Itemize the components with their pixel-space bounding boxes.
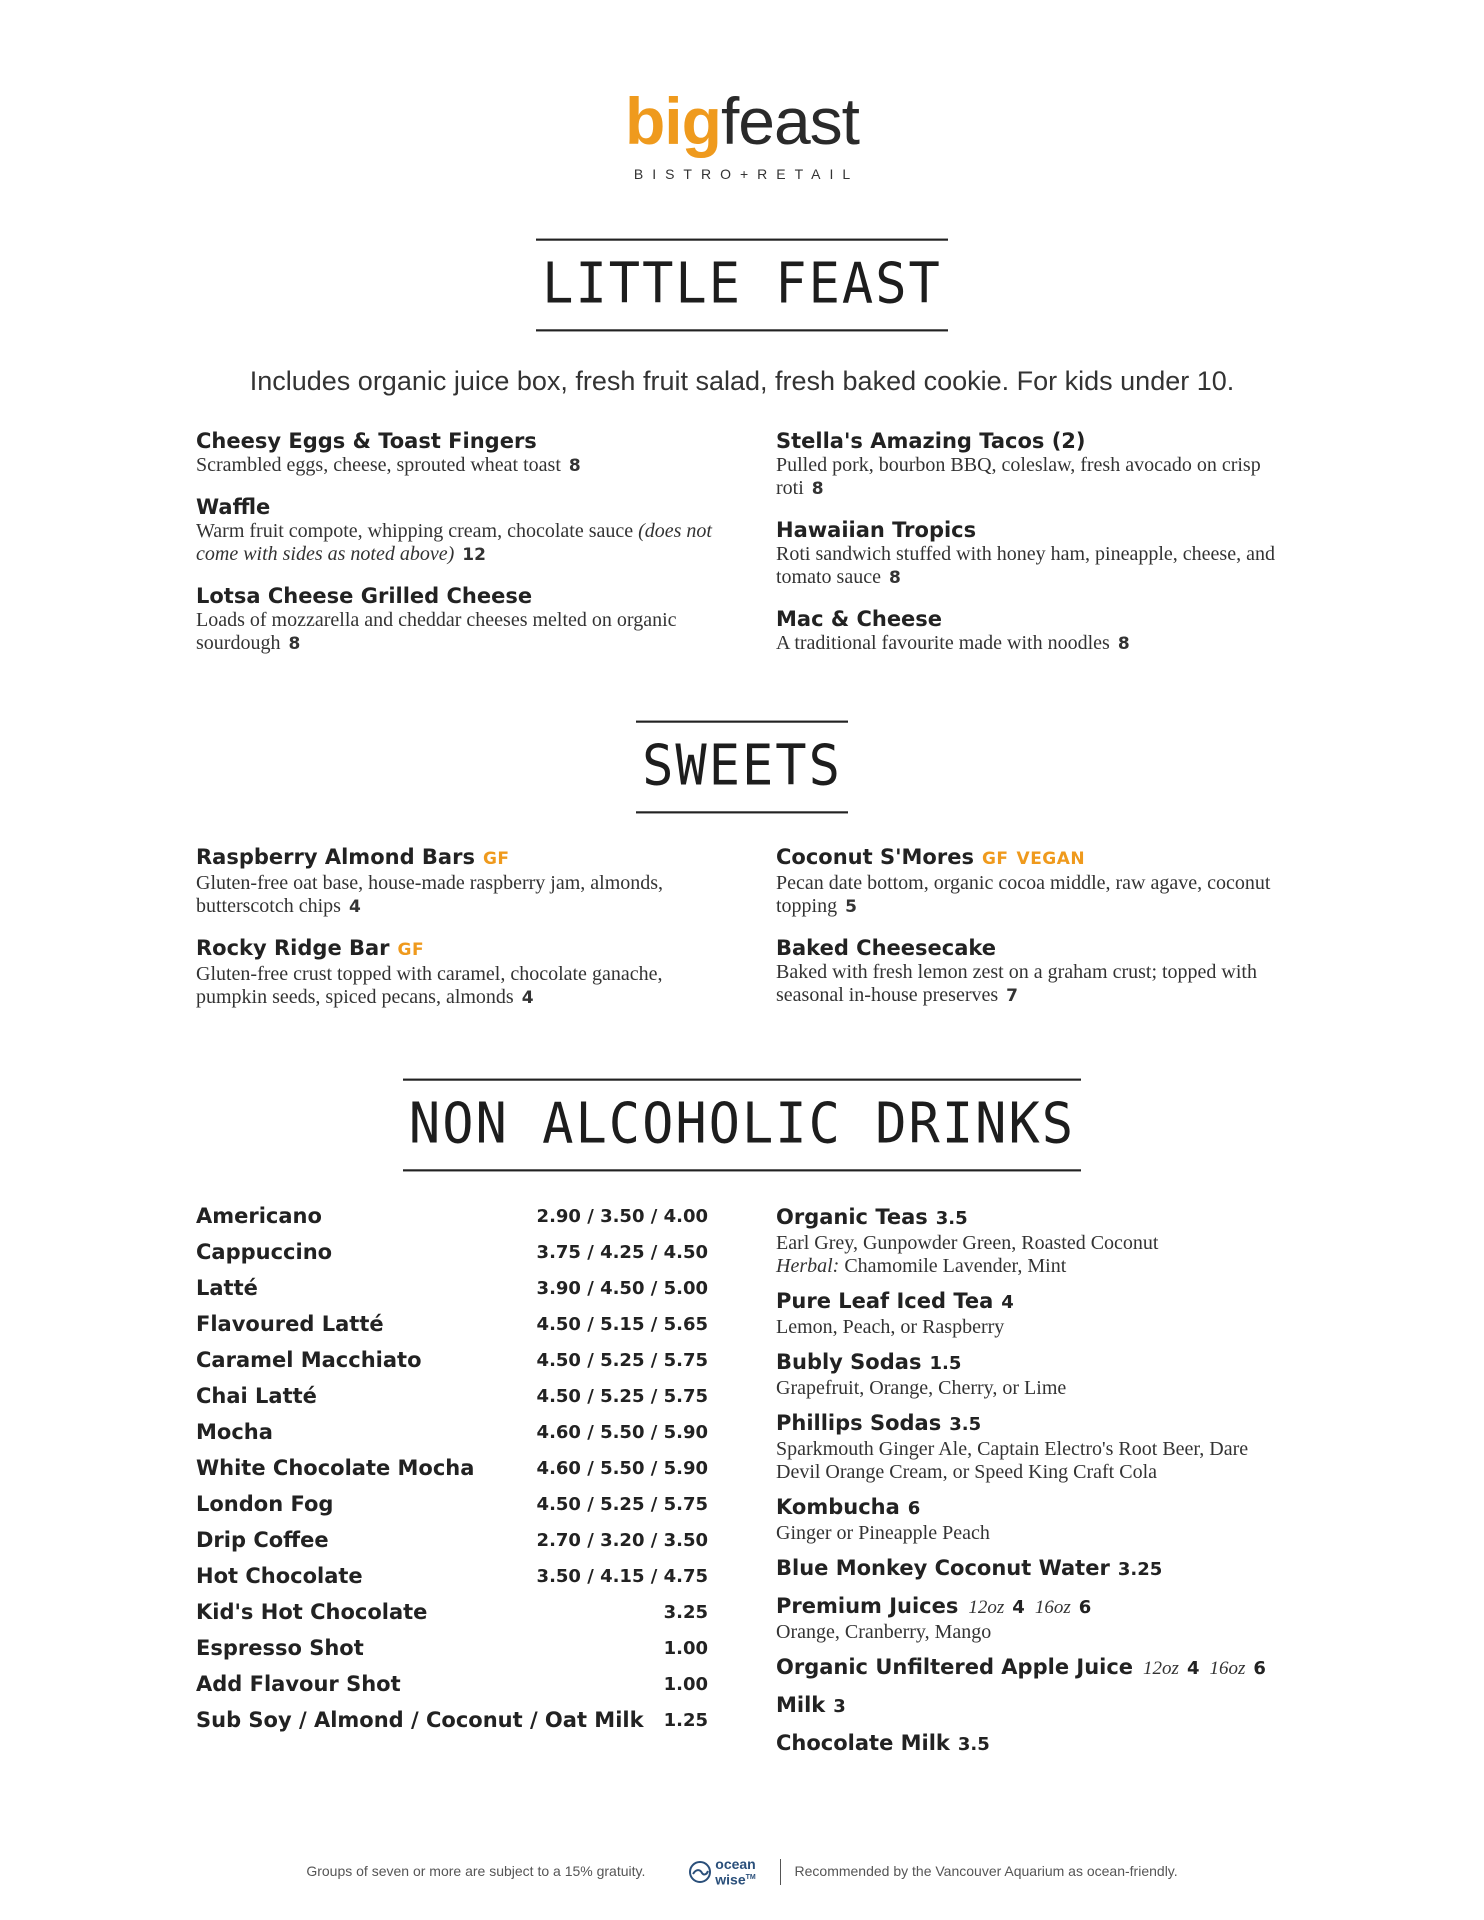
item-desc bbox=[196, 454, 736, 478]
drink-item bbox=[776, 1204, 1296, 1278]
item-desc-text: Pulled pork, bourbon BBQ, coleslaw, fresh avocado on crisp roti bbox=[776, 454, 1261, 499]
drink-row bbox=[196, 1630, 708, 1666]
sweets-left-column bbox=[196, 844, 736, 1026]
drink-price: 4 bbox=[1186, 1658, 1200, 1679]
drink-price: 3.5 bbox=[935, 1208, 968, 1229]
footer bbox=[0, 1858, 1484, 1887]
item-desc bbox=[776, 543, 1296, 590]
drink-name bbox=[776, 1494, 1296, 1522]
menu-item bbox=[776, 428, 1296, 501]
drinks-heading bbox=[0, 1082, 1484, 1168]
drink-name-text: Milk bbox=[776, 1693, 826, 1717]
drink-price: 3.90 / 4.50 / 5.00 bbox=[536, 1277, 708, 1299]
drink-item bbox=[776, 1349, 1296, 1400]
drink-desc: Ginger or Pineapple Peach bbox=[776, 1522, 990, 1544]
footer-divider bbox=[780, 1859, 781, 1885]
drink-name bbox=[776, 1410, 1296, 1438]
drink-name: Cappuccino bbox=[196, 1240, 333, 1264]
menu-item bbox=[776, 935, 1296, 1008]
drink-name-text: Kombucha bbox=[776, 1495, 900, 1519]
item-note: (does not come with sides as noted above) bbox=[196, 520, 712, 565]
drinks-title: NON ALCOHOLIC DRINKS bbox=[403, 1079, 1081, 1172]
menu-item bbox=[196, 428, 736, 478]
item-name-text: Rocky Ridge Bar bbox=[196, 936, 390, 960]
drink-price: 3.25 bbox=[1117, 1559, 1163, 1580]
item-name: Mac & Cheese bbox=[776, 607, 943, 631]
drink-size: 12oz bbox=[1143, 1658, 1179, 1679]
drink-name: Americano bbox=[196, 1204, 322, 1228]
drink-row bbox=[196, 1666, 708, 1702]
item-desc-text: A traditional favourite made with noodles bbox=[776, 632, 1110, 654]
item-name: Cheesy Eggs & Toast Fingers bbox=[196, 429, 537, 453]
item-price: 4 bbox=[521, 988, 534, 1008]
item-name-text: Raspberry Almond Bars bbox=[196, 845, 475, 869]
drink-item bbox=[776, 1410, 1296, 1484]
item-name: Waffle bbox=[196, 495, 271, 519]
menu-item bbox=[196, 935, 736, 1010]
drink-name: Sub Soy / Almond / Coconut / Oat Milk bbox=[196, 1708, 644, 1732]
item-price: 7 bbox=[1006, 986, 1018, 1006]
sweets-heading bbox=[0, 724, 1484, 810]
drink-row bbox=[196, 1486, 708, 1522]
drink-item bbox=[776, 1654, 1296, 1682]
drink-row bbox=[196, 1234, 708, 1270]
trademark: TM bbox=[745, 1874, 756, 1881]
herbal-label: Herbal: bbox=[776, 1255, 840, 1277]
drink-price: 3.75 / 4.25 / 4.50 bbox=[536, 1241, 708, 1263]
drink-name bbox=[776, 1593, 1296, 1621]
drink-name bbox=[776, 1288, 1296, 1316]
drink-price: 3.5 bbox=[949, 1414, 982, 1435]
drink-name bbox=[776, 1692, 1296, 1720]
drink-name bbox=[776, 1204, 1296, 1232]
drink-name-text: Pure Leaf Iced Tea bbox=[776, 1289, 994, 1313]
item-desc bbox=[196, 520, 736, 567]
sweets-title: SWEETS bbox=[636, 721, 848, 814]
ocean-wise-icon bbox=[689, 1861, 711, 1883]
item-desc-text: Roti sandwich stuffed with honey ham, pineapple, cheese, and tomato sauce bbox=[776, 543, 1275, 588]
item-desc-text: Loads of mozzarella and cheddar cheeses melted on organic sourdough bbox=[196, 609, 677, 654]
little-feast-title: LITTLE FEAST bbox=[536, 239, 948, 332]
drink-price: 4.50 / 5.25 / 5.75 bbox=[536, 1385, 708, 1407]
drink-price: 4.50 / 5.15 / 5.65 bbox=[536, 1313, 708, 1335]
menu-item bbox=[196, 494, 736, 567]
drink-price: 6 bbox=[907, 1498, 921, 1519]
drink-name-text: Blue Monkey Coconut Water bbox=[776, 1556, 1110, 1580]
item-desc bbox=[196, 963, 736, 1010]
drink-row bbox=[196, 1306, 708, 1342]
item-desc-text: Gluten-free oat base, house-made raspberry jam, almonds, butterscotch chips bbox=[196, 872, 664, 917]
aquarium-note: Recommended by the Vancouver Aquarium as ocean-friendly. bbox=[794, 1863, 1178, 1880]
item-desc bbox=[196, 609, 736, 656]
little-feast-heading bbox=[0, 242, 1484, 328]
drink-desc-herbal bbox=[776, 1255, 1296, 1278]
drink-name-text: Phillips Sodas bbox=[776, 1411, 942, 1435]
drink-name-text: Bubly Sodas bbox=[776, 1350, 922, 1374]
drink-desc: Earl Grey, Gunpowder Green, Roasted Coconut bbox=[776, 1232, 1159, 1254]
drink-desc: Orange, Cranberry, Mango bbox=[776, 1621, 992, 1643]
item-desc-text: Gluten-free crust topped with caramel, chocolate ganache, pumpkin seeds, spiced pecans, almonds bbox=[196, 963, 663, 1008]
gf-tag: GF bbox=[397, 940, 425, 960]
item-name: Lotsa Cheese Grilled Cheese bbox=[196, 584, 533, 608]
drink-size: 16oz bbox=[1209, 1658, 1246, 1679]
drink-item bbox=[776, 1692, 1296, 1720]
drink-price: 4.50 / 5.25 / 5.75 bbox=[536, 1349, 708, 1371]
item-name: Baked Cheesecake bbox=[776, 936, 997, 960]
menu-item bbox=[776, 606, 1296, 656]
item-desc-text: Scrambled eggs, cheese, sprouted wheat toast bbox=[196, 454, 561, 476]
drink-price: 2.90 / 3.50 / 4.00 bbox=[536, 1205, 708, 1227]
drink-price: 4.60 / 5.50 / 5.90 bbox=[536, 1421, 708, 1443]
herbal-list: Chamomile Lavender, Mint bbox=[844, 1255, 1067, 1277]
ocean-word: ocean bbox=[715, 1856, 756, 1872]
drink-name: Caramel Macchiato bbox=[196, 1348, 422, 1372]
drink-price: 1.00 bbox=[663, 1637, 708, 1659]
drink-name: Espresso Shot bbox=[196, 1636, 364, 1660]
item-price: 5 bbox=[845, 897, 857, 917]
item-desc-text: Baked with fresh lemon zest on a graham crust; topped with seasonal in-house preserves bbox=[776, 961, 1257, 1006]
drink-item bbox=[776, 1288, 1296, 1339]
logo-tagline: BISTRO+RETAIL bbox=[633, 166, 860, 182]
item-price: 8 bbox=[1117, 634, 1130, 654]
drink-name: London Fog bbox=[196, 1492, 334, 1516]
drink-name: Latté bbox=[196, 1276, 258, 1300]
drink-price: 4.60 / 5.50 / 5.90 bbox=[536, 1457, 708, 1479]
drink-name-text: Organic Unfiltered Apple Juice bbox=[776, 1655, 1134, 1679]
item-desc bbox=[196, 872, 736, 919]
gf-tag: GF bbox=[981, 849, 1009, 869]
drink-item bbox=[776, 1730, 1296, 1758]
little-feast-left-column bbox=[196, 428, 736, 672]
drinks-right-column bbox=[776, 1204, 1296, 1768]
drink-name bbox=[776, 1349, 1296, 1377]
drink-price: 3 bbox=[833, 1696, 846, 1717]
drink-price: 4 bbox=[1012, 1597, 1025, 1618]
drink-price: 4.50 / 5.25 / 5.75 bbox=[536, 1493, 708, 1515]
logo-big: big bbox=[624, 84, 721, 158]
drink-name: Chai Latté bbox=[196, 1384, 317, 1408]
vegan-tag: VEGAN bbox=[1016, 849, 1086, 869]
menu-item bbox=[196, 844, 736, 919]
drink-name: Add Flavour Shot bbox=[196, 1672, 401, 1696]
drink-row bbox=[196, 1594, 708, 1630]
item-price: 8 bbox=[811, 479, 824, 499]
drink-name: Drip Coffee bbox=[196, 1528, 329, 1552]
item-price: 8 bbox=[288, 634, 301, 654]
little-feast-intro: Includes organic juice box, fresh fruit salad, fresh baked cookie. For kids under 10. bbox=[249, 366, 1235, 396]
logo-wordmark bbox=[0, 84, 1484, 158]
item-name: Hawaiian Tropics bbox=[776, 518, 977, 542]
ocean-wise-wordmark bbox=[715, 1858, 755, 1887]
item-desc-text: Pecan date bottom, organic cocoa middle, raw agave, coconut topping bbox=[776, 872, 1271, 917]
drink-price: 3.25 bbox=[663, 1601, 708, 1623]
drink-row bbox=[196, 1342, 708, 1378]
drink-name-text: Organic Teas bbox=[776, 1205, 928, 1229]
drink-row bbox=[196, 1378, 708, 1414]
drink-row bbox=[196, 1198, 708, 1234]
item-name: Stella's Amazing Tacos (2) bbox=[776, 429, 1086, 453]
drink-row bbox=[196, 1702, 708, 1738]
gratuity-note: Groups of seven or more are subject to a 15% gratuity. bbox=[306, 1863, 646, 1880]
item-name bbox=[196, 935, 736, 963]
drink-desc: Sparkmouth Ginger Ale, Captain Electro's Root Beer, Dare Devil Orange Cream, or Speed King Craft Cola bbox=[776, 1438, 1249, 1483]
item-desc bbox=[776, 961, 1296, 1008]
sweets-right-column bbox=[776, 844, 1296, 1024]
item-desc bbox=[776, 454, 1296, 501]
item-price: 4 bbox=[348, 897, 361, 917]
drink-row bbox=[196, 1270, 708, 1306]
drink-row bbox=[196, 1522, 708, 1558]
ocean-wise-logo bbox=[689, 1858, 755, 1887]
drink-item bbox=[776, 1494, 1296, 1545]
drinks-left-column bbox=[196, 1198, 708, 1738]
drink-price: 6 bbox=[1253, 1658, 1266, 1679]
drink-price: 3.5 bbox=[957, 1734, 990, 1755]
brand-logo bbox=[0, 84, 1484, 182]
drink-price: 1.5 bbox=[929, 1353, 962, 1374]
item-price: 8 bbox=[568, 456, 581, 476]
drink-name bbox=[776, 1730, 1296, 1758]
drink-size: 16oz bbox=[1034, 1597, 1071, 1618]
drink-price: 1.00 bbox=[663, 1673, 708, 1695]
item-price: 12 bbox=[462, 545, 486, 565]
drink-name: White Chocolate Mocha bbox=[196, 1456, 475, 1480]
drink-name bbox=[776, 1555, 1296, 1583]
item-name bbox=[196, 844, 736, 872]
menu-item bbox=[196, 583, 736, 656]
drink-price: 4 bbox=[1001, 1292, 1014, 1313]
drink-row bbox=[196, 1558, 708, 1594]
drink-price: 2.70 / 3.20 / 3.50 bbox=[536, 1529, 708, 1551]
drink-desc: Grapefruit, Orange, Cherry, or Lime bbox=[776, 1377, 1067, 1399]
menu-item bbox=[776, 844, 1296, 919]
logo-feast: feast bbox=[720, 84, 860, 158]
drink-item bbox=[776, 1593, 1296, 1644]
item-name-text: Coconut S'Mores bbox=[776, 845, 974, 869]
item-desc bbox=[776, 632, 1296, 656]
wise-word: wise bbox=[715, 1871, 746, 1888]
drink-name-text: Premium Juices bbox=[776, 1594, 959, 1618]
drink-desc: Lemon, Peach, or Raspberry bbox=[776, 1316, 1005, 1338]
drink-item bbox=[776, 1555, 1296, 1583]
drink-size: 12oz bbox=[968, 1597, 1005, 1618]
drink-name: Kid's Hot Chocolate bbox=[196, 1600, 428, 1624]
little-feast-right-column bbox=[776, 428, 1296, 672]
drink-name bbox=[776, 1654, 1296, 1682]
item-name bbox=[776, 844, 1296, 872]
drink-row bbox=[196, 1450, 708, 1486]
item-desc-text: Warm fruit compote, whipping cream, chocolate sauce bbox=[196, 520, 634, 542]
drink-name: Hot Chocolate bbox=[196, 1564, 363, 1588]
drink-name: Mocha bbox=[196, 1420, 273, 1444]
drink-name: Flavoured Latté bbox=[196, 1312, 384, 1336]
drink-price: 3.50 / 4.15 / 4.75 bbox=[536, 1565, 708, 1587]
item-desc bbox=[776, 872, 1296, 919]
drink-name-text: Chocolate Milk bbox=[776, 1731, 950, 1755]
drink-price: 6 bbox=[1078, 1597, 1092, 1618]
menu-item bbox=[776, 517, 1296, 590]
item-price: 8 bbox=[888, 568, 901, 588]
drink-price: 1.25 bbox=[663, 1709, 708, 1731]
drink-row bbox=[196, 1414, 708, 1450]
gf-tag: GF bbox=[482, 849, 510, 869]
